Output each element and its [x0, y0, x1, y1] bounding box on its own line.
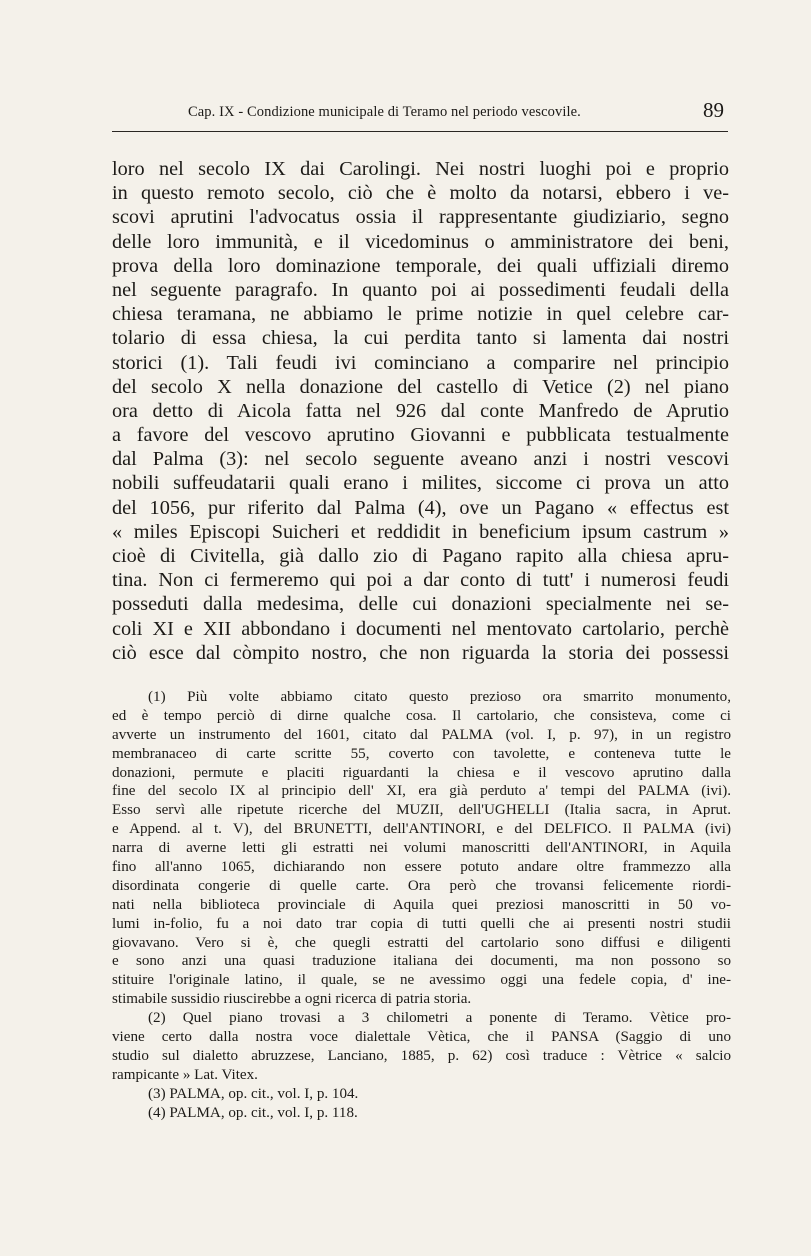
footnote-line: viene certo dalla nostra voce dialettale Vètica, che il PANSA (Saggio di uno: [112, 1029, 731, 1046]
text-line: coli XI e XII abbondano i documenti nel mentovato cartolario, perchè: [112, 617, 729, 640]
text-line: del 1056, pur riferito dal Palma (4), ove un Pagano « effectus est: [112, 496, 729, 519]
footnote-line: (2) Quel piano trovasi a 3 chilometri a ponente di Teramo. Vètice pro-: [148, 1010, 731, 1027]
footnote-line: donazioni, permute e placiti riguardanti la chiesa e il vescovo aprutino dalla: [112, 764, 731, 781]
footnote-line: (1) Più volte abbiamo citato questo prezioso ora smarrito monumento,: [148, 689, 731, 705]
text-line: ciò esce dal còmpito nostro, che non riguarda la storia dei possessi: [112, 641, 729, 664]
header-rule: [112, 131, 728, 132]
page-header: [188, 100, 728, 124]
footnotes: [112, 688, 731, 1122]
footnote-4: (4) PALMA, op. cit., vol. I, p. 118.: [148, 1104, 358, 1121]
footnote-line: Esso servì alle ripetute ricerche del MUZII, dell'UGHELLI (Italia sacra, in Aprut.: [112, 802, 731, 819]
text-line: in questo remoto secolo, ciò che è molto da notarsi, ebbero i ve-: [112, 182, 729, 205]
text-line: prova della loro dominazione temporale, dei quali uffiziali diremo: [112, 254, 729, 277]
footnote-1: [112, 688, 731, 1009]
text-line: tina. Non ci fermeremo qui poi a dar conto di tutt' i numerosi feudi: [112, 569, 729, 592]
footnote-line: avverte un instrumento del 1601, citato dal PALMA (vol. I, p. 97), in un registro: [112, 726, 731, 743]
text-line: tolario di essa chiesa, la cui perdita tanto si lamenta dai nostri: [112, 327, 729, 350]
footnote-line: nati nella biblioteca provinciale di Aquila quei preziosi manoscritti in 50 vo-: [112, 896, 731, 913]
text-line: nobili suffeudatarii quali erano i milites, siccome ci prova un atto: [112, 472, 729, 495]
text-line: loro nel secolo IX dai Carolingi. Nei nostri luoghi poi e proprio: [112, 158, 729, 180]
footnote-line: fine del secolo IX al principio dell' XI, era già perduto a' tempi del PALMA (ivi).: [112, 783, 731, 800]
footnote-line: narra di averne letti gli estratti nei volumi manoscritti dell'ANTINORI, in Aquila: [112, 840, 731, 857]
text-line: delle loro immunità, e il vicedominus o amministratore dei beni,: [112, 230, 729, 253]
main-text: [112, 157, 729, 665]
footnote-line: ed è tempo perciò di dirne qualche cosa. Il cartolario, che consisteva, come ci: [112, 707, 731, 724]
footnote-line: giovavano. Vero si è, che quegli estratti del cartolario sono diffusi e diligenti: [112, 934, 731, 951]
text-line: a favore del vescovo aprutino Giovanni e pubblicata testualmente: [112, 424, 729, 447]
footnote-3: (3) PALMA, op. cit., vol. I, p. 104.: [148, 1085, 359, 1102]
footnote-line: rampicante » Lat. Vitex.: [112, 1066, 258, 1083]
text-line: scovi aprutini l'advocatus ossia il rappresentante giudiziario, segno: [112, 206, 729, 229]
running-title: Cap. IX - Condizione municipale di Teramo nel periodo vescovile.: [188, 104, 581, 120]
text-line: posseduti dalla medesima, delle cui donazioni specialmente nei se-: [112, 593, 729, 616]
text-line: ora detto di Aicola fatta nel 926 dal conte Manfredo de Aprutio: [112, 399, 729, 422]
footnote-line: fino all'anno 1065, dichiarando non essere potuto andare oltre frammezzo alla: [112, 859, 731, 876]
text-line: « miles Episcopi Suicheri et reddidit in beneficium ipsum castrum »: [112, 520, 729, 543]
text-line: nel seguente paragrafo. In quanto poi ai possedimenti feudali della: [112, 278, 729, 301]
footnote-line: stituire l'originale latino, il quale, se ne avessimo oggi una fedele copia, d' ine-: [112, 972, 731, 989]
footnote-line: disordinata congerie di quelle carte. Ora però che trovansi felicemente riordi-: [112, 877, 731, 894]
footnote-line: e Append. al t. V), del BRUNETTI, dell'ANTINORI, e del DELFICO. Il PALMA (ivi): [112, 821, 731, 838]
footnote-line: stimabile sussidio riuscirebbe a ogni ricerca di patria storia.: [112, 991, 472, 1008]
page-number: 89: [703, 98, 724, 122]
footnote-line: lumi in-folio, fu a noi dato trar copia di tutti quelli che ai presenti nostri studii: [112, 915, 731, 932]
text-line: storici (1). Tali feudi ivi cominciano a comparire nel principio: [112, 351, 729, 374]
text-line: chiesa teramana, ne abbiamo le prime notizie in quel celebre car-: [112, 303, 729, 326]
text-line: cioè di Civitella, già dallo zio di Pagano rapito alla chiesa apru-: [112, 545, 729, 567]
footnote-line: membranaceo di carte scritte 55, coverto con tavolette, e conteneva tutte le: [112, 745, 731, 762]
text-line: del secolo X nella donazione del castello di Vetice (2) nel piano: [112, 375, 729, 398]
text-line: dal Palma (3): nel secolo seguente aveano anzi i nostri vescovi: [112, 448, 729, 471]
footnote-2: [112, 1009, 731, 1085]
footnote-line: e sono anzi una quasi traduzione italiana dei documenti, ma non possono so: [112, 953, 731, 970]
footnote-line: studio sul dialetto abruzzese, Lanciano, 1885, p. 62) così traduce : Vètrice « salcio: [112, 1047, 731, 1064]
